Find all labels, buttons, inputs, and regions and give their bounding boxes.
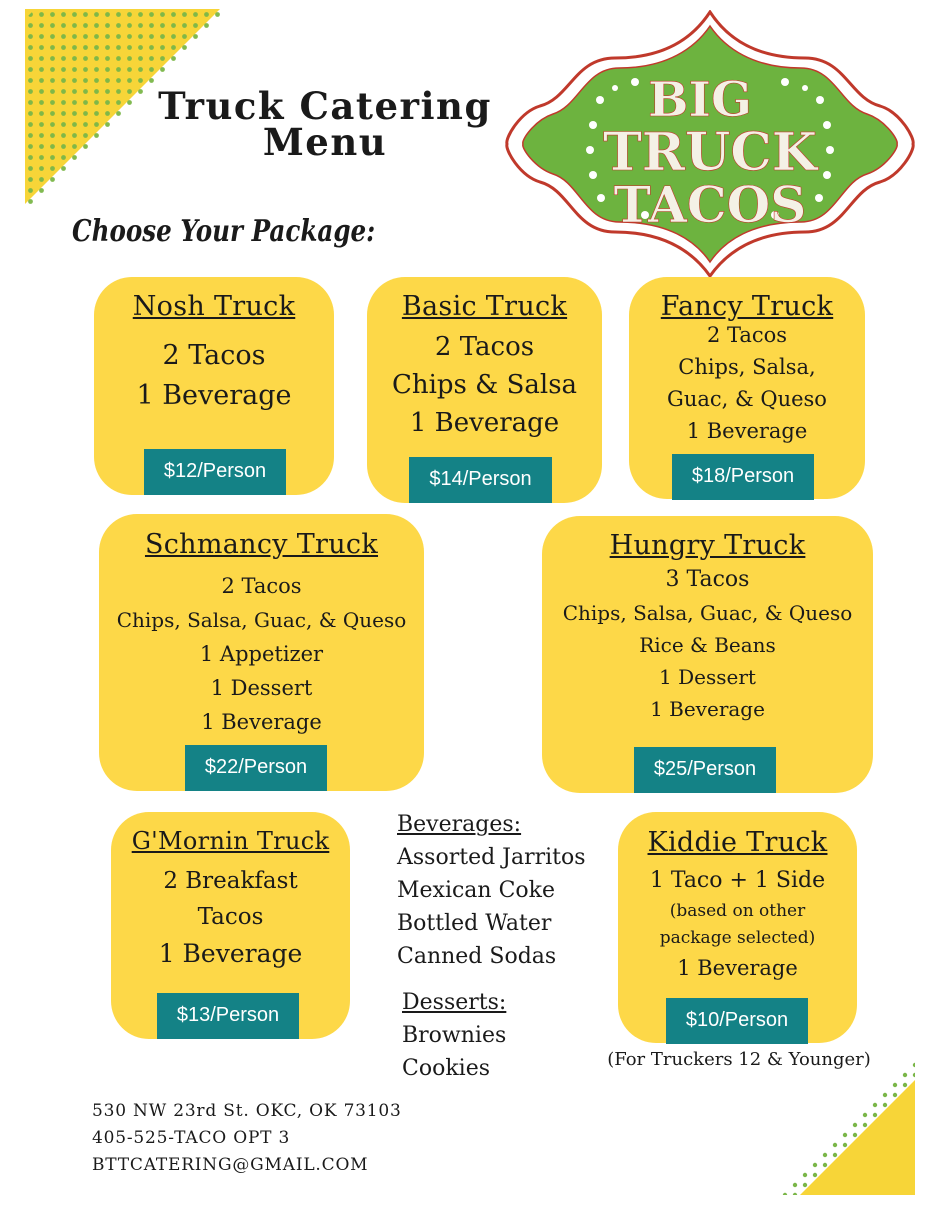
beverage-item: Canned Sodas: [397, 944, 557, 969]
package-item: 1 Beverage: [201, 710, 322, 734]
package-item: Chips, Salsa, Guac, & Queso: [562, 601, 853, 625]
beverages-list: [397, 808, 586, 973]
beverages-heading: Beverages:: [397, 812, 522, 837]
beverage-item: Assorted Jarritos: [397, 845, 586, 870]
address: 530 NW 23rd St. OKC, OK 73103: [92, 1101, 402, 1121]
package-item: 1 Beverage: [136, 380, 292, 411]
package-item: Chips, Salsa, Guac, & Queso: [116, 608, 407, 632]
title-line-1: Truck Catering: [158, 84, 492, 128]
package-item: 1 Appetizer: [199, 642, 324, 666]
price-badge-basic: $14/Person: [409, 457, 552, 503]
package-name: Schmancy Truck: [144, 529, 379, 560]
contact-info: [92, 1098, 402, 1179]
package-item: 2 Tacos: [162, 340, 266, 371]
package-item: package selected): [659, 928, 816, 948]
package-item: Guac, & Queso: [667, 387, 827, 411]
package-item: (based on other: [669, 901, 806, 921]
package-item: Rice & Beans: [639, 633, 776, 657]
price-badge-kiddie: $10/Person: [666, 998, 808, 1044]
package-item: 1 Beverage: [650, 697, 765, 721]
package-item: Chips & Salsa: [391, 370, 578, 400]
dessert-item: Cookies: [402, 1056, 490, 1081]
corner-decoration-bottom-right: [780, 1060, 915, 1195]
desserts-list: [402, 986, 506, 1085]
package-item: 2 Tacos: [221, 574, 302, 598]
package-item: 1 Dessert: [210, 676, 313, 700]
package-item: 3 Tacos: [665, 567, 750, 592]
package-name: Hungry Truck: [609, 530, 806, 561]
choose-package-heading: Choose Your Package:: [72, 214, 376, 249]
package-item: 2 Breakfast: [163, 868, 298, 894]
package-item: 1 Taco + 1 Side: [649, 868, 826, 893]
dessert-item: Brownies: [402, 1023, 507, 1048]
package-name: Basic Truck: [401, 291, 568, 322]
beverage-item: Mexican Coke: [397, 878, 556, 903]
email: BTTCATERING@GMAIL.COM: [92, 1155, 369, 1175]
package-item: 2 Tacos: [434, 332, 535, 362]
package-name: Fancy Truck: [660, 291, 834, 322]
price-badge-schmancy: $22/Person: [185, 745, 327, 791]
package-name: Kiddie Truck: [647, 827, 828, 858]
package-item: 2 Tacos: [706, 323, 788, 347]
desserts-heading: Desserts:: [402, 990, 507, 1015]
package-item: 1 Beverage: [409, 408, 560, 438]
kiddie-age-note: (For Truckers 12 & Younger): [607, 1049, 871, 1070]
package-item: 1 Beverage: [686, 419, 808, 443]
package-name: G'Mornin Truck: [131, 827, 330, 855]
package-item: Chips, Salsa,: [678, 355, 816, 379]
price-badge-gmornin: $13/Person: [157, 993, 299, 1039]
package-item: 1 Dessert: [659, 665, 756, 689]
logo-text-truck: TRUCK: [603, 122, 817, 183]
logo-text-tacos: TACOS: [613, 175, 807, 234]
title-line-2: Menu: [262, 120, 388, 164]
package-item: 1 Beverage: [158, 939, 303, 968]
page-title: [150, 84, 500, 164]
logo-text-big: BIG: [647, 72, 753, 128]
phone: 405-525-TACO OPT 3: [92, 1128, 291, 1148]
price-badge-fancy: $18/Person: [672, 454, 814, 500]
beverage-item: Bottled Water: [397, 911, 552, 936]
package-item: 1 Beverage: [677, 956, 798, 980]
big-truck-tacos-logo: [505, 10, 915, 278]
package-name: Nosh Truck: [132, 291, 296, 322]
price-badge-nosh: $12/Person: [144, 449, 286, 495]
package-item: Tacos: [197, 904, 264, 930]
price-badge-hungry: $25/Person: [634, 747, 776, 793]
